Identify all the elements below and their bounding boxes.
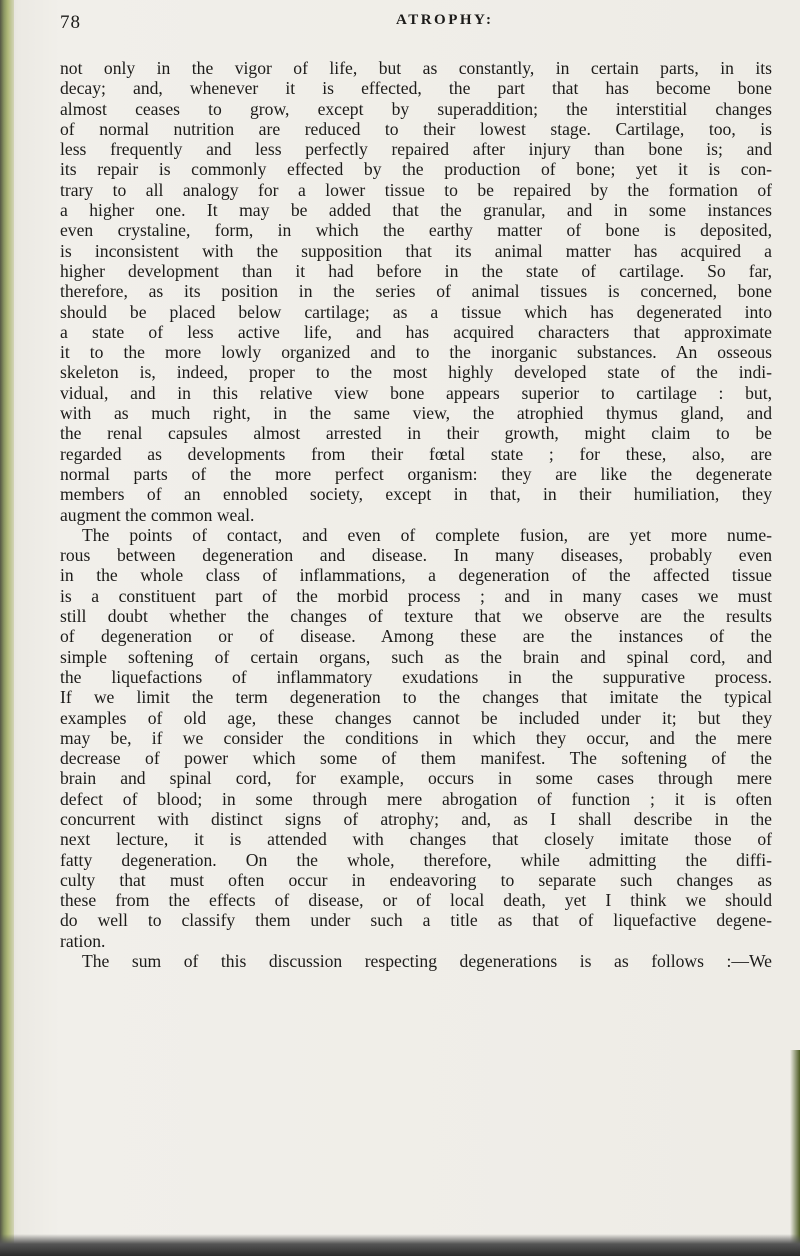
text-line: therefore, as its position in the series of animal tissues is concerned, bone [60,281,772,302]
text-line: is a constituent part of the morbid process ; and in many cases we must [60,585,772,606]
text-line: rous between degeneration and disease. In many diseases, probably even [60,545,772,566]
text-line: defect of blood; in some through mere abrogation of function ; it is often [60,788,772,809]
text-line: a higher one. It may be added that the granular, and in some instances [60,200,772,221]
text-line: is inconsistent with the supposition that its animal matter has acquired a [60,240,772,261]
text-line: regarded as developments from their fœtal state ; for these, also, are [60,443,772,464]
paragraph-end-line: ration. [60,930,106,951]
text-line: may be, if we consider the conditions in which they occur, and the mere [60,727,772,748]
text-line: higher development than it had before in the state of cartilage. So far, [60,260,772,281]
text-line: its repair is commonly effected by the production of bone; yet it is con- [60,159,772,180]
page-spine-shadow [0,0,14,1256]
text-line: in the whole class of inflammations, a degeneration of the affected tissue [60,565,772,586]
page-edge-shadow [790,1050,800,1256]
text-line: almost ceases to grow, except by superaddition; the interstitial changes [60,98,772,119]
text-line: members of an ennobled society, except in that, in their humiliation, they [60,484,772,505]
text-line: simple softening of certain organs, such as the brain and spinal cord, and [60,646,772,667]
page-title: ATROPHY: [396,12,494,28]
running-head [60,12,760,42]
text-line: normal parts of the more perfect organism: they are like the degenerate [60,463,772,484]
text-line: the liquefactions of inflammatory exudations in the suppurative process. [60,666,772,687]
text-line: If we limit the term degeneration to the changes that imitate the typical [60,687,772,708]
paragraph-end-line: augment the common weal. [60,504,255,525]
text-line: concurrent with distinct signs of atrophy; and, as I shall describe in the [60,808,772,829]
text-line: skeleton is, indeed, proper to the most highly developed state of the indi- [60,362,772,383]
text-line: next lecture, it is attended with changes that closely imitate those of [60,829,772,850]
page-bottom-shadow [0,1234,800,1256]
text-line: decrease of power which some of them manifest. The softening of the [60,748,772,769]
text-line: it to the more lowly organized and to the inorganic substances. An osseous [60,342,772,363]
text-line: less frequently and less perfectly repaired after injury than bone is; and [60,139,772,160]
text-line: the renal capsules almost arrested in their growth, might claim to be [60,423,772,444]
text-line: these from the effects of disease, or of local death, yet I think we should [60,890,772,911]
text-line: vidual, and in this relative view bone appears superior to cartilage : but, [60,382,772,403]
text-line: culty that must often occur in endeavoring to separate such changes as [60,869,772,890]
text-line: even crystaline, form, in which the earthy matter of bone is deposited, [60,220,772,241]
text-line: of degeneration or of disease. Among these are the instances of the [60,626,772,647]
text-line: still doubt whether the changes of texture that we observe are the results [60,606,772,627]
body-text [60,58,772,971]
text-line: brain and spinal cord, for example, occurs in some cases through mere [60,768,772,789]
text-line: trary to all analogy for a lower tissue to be repaired by the formation of [60,179,772,200]
paragraph-start-line: The sum of this discussion respecting degenerations is as follows :—We [82,951,772,972]
text-line: should be placed below cartilage; as a tissue which has degenerated into [60,301,772,322]
text-line: a state of less active life, and has acquired characters that approximate [60,321,772,342]
text-line: of normal nutrition are reduced to their lowest stage. Cartilage, too, is [60,118,772,139]
text-line: with as much right, in the same view, the atrophied thymus gland, and [60,403,772,424]
text-line: do well to classify them under such a title as that of liquefactive degene- [60,910,772,931]
text-line: examples of old age, these changes cannot be included under it; but they [60,707,772,728]
paragraph-start-line: The points of contact, and even of complete fusion, are yet more nume- [82,524,772,545]
text-line: not only in the vigor of life, but as constantly, in certain parts, in its [60,58,772,78]
page-number: 78 [60,12,81,33]
text-line: decay; and, whenever it is effected, the part that has become bone [60,78,772,99]
text-line: fatty degeneration. On the whole, therefore, while admitting the diffi- [60,849,772,870]
